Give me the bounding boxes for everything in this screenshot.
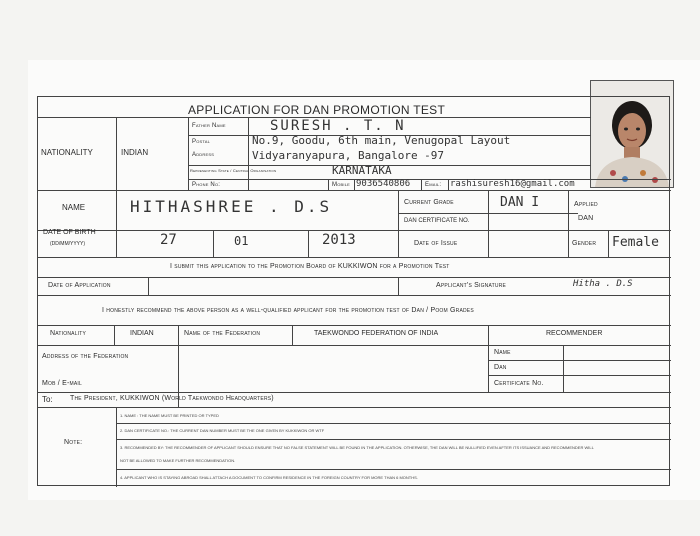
recommender-label: RECOMMENDER [546, 330, 603, 337]
applied-label: Applied [574, 201, 598, 208]
dob-month: 01 [234, 234, 249, 248]
mobile-value: 9036540806 [356, 179, 411, 189]
postal-label: Postal [192, 139, 211, 145]
address-line1: No.9, Goodu, 6th main, Venugopal Layout [252, 134, 511, 147]
address-label: Address [192, 152, 215, 158]
nationality2-value: INDIAN [130, 330, 154, 337]
current-grade-value: DAN I [500, 195, 540, 210]
gender-label: Gender [572, 240, 597, 247]
name-federation-label: Name of the Federation [184, 330, 261, 337]
submit-statement: I submit this application to the Promotion Board of KUKKIWON for a Promotion Test [170, 263, 450, 270]
address-line2: Vidyaranyapura, Bangalore -97 [252, 149, 445, 162]
applicant-signature-label: Applicant's Signature [436, 282, 507, 289]
mobile-label: Mobile [332, 182, 350, 188]
gender-value: Female [612, 235, 659, 250]
note-3-cont: NOT BE ALLOWED TO MAKE FURTHER RECOMMENDATION. [120, 458, 236, 463]
signature-value: Hitha . D.S [573, 279, 633, 289]
current-grade-label: Current Grade [404, 199, 454, 206]
phone-label: Phone No: [192, 182, 221, 188]
note-3: 3. RECOMMENDED BY: THE RECOMMENDER OF APPLICANT SHOULD ENSURE THAT NO FALSE STATEMENT WILL BE FOUND IN THE APPLICATION. OTHERWISE, THE DAN WILL BE NULLIFIED EVEN AFTER ITS ISSUANCE AND RECOMMENDER WILL [120, 445, 594, 450]
state-value: KARNATAKA [332, 164, 392, 177]
recommend-statement: I honestly recommend the above person as a well-qualified applicant for the promotion test of Dan / Poom Grades [102, 307, 474, 314]
email-value: rashisuresh16@gmail.com [450, 179, 575, 189]
applied-dan-label: DAN [578, 215, 594, 222]
address-federation-label: Address of the Federation [42, 353, 129, 360]
date-application-label: Date of Application [48, 282, 111, 289]
father-name-label: Father Name [192, 123, 226, 129]
name-label: NAME [62, 203, 86, 212]
rec-name-label: Name [494, 349, 511, 356]
rec-dan-label: Dan [494, 364, 507, 371]
application-form [37, 96, 670, 486]
dan-cert-label: DAN CERTIFICATE NO. [404, 218, 470, 224]
mob-email-label: Mob / E-mail [42, 380, 82, 387]
note-2: 2. DAN CERTIFICATE NO.: THE CURRENT DAN NUMBER MUST BE THE ONE GIVEN BY KUKKIWON OR WTF [120, 428, 325, 433]
nationality-value: INDIAN [121, 148, 149, 157]
email-label: Email: [425, 182, 442, 188]
dob-day: 27 [160, 232, 177, 248]
dob-format: (DD/MM/YYYY) [50, 241, 85, 247]
note-4: 4. APPLICANT WHO IS STAYING ABROAD SHALL ATTACH A DOCUMENT TO CONFIRM RESIDENCE IN THE FOREIGN COUNTRY FOR MORE THAN 6 MONTHS. [120, 475, 418, 480]
dob-label: DATE OF BIRTH [43, 229, 96, 236]
nationality2-label: Nationality [50, 330, 87, 337]
note-label: Note: [64, 439, 83, 446]
to-label: To: [42, 395, 53, 404]
federation-value: TAEKWONDO FEDERATION OF INDIA [314, 330, 439, 337]
form-title: APPLICATION FOR DAN PROMOTION TEST [188, 103, 446, 117]
rep-state-label: Representing State / Central Organisation [190, 168, 277, 173]
dob-year: 2013 [322, 232, 356, 248]
note-1: 1. NAME : THE NAME MUST BE PRINTED OR TYPED [120, 413, 219, 418]
date-issue-label: Date of Issue [414, 240, 458, 247]
to-value: The President, KUKKIWON (World Taekwondo Headquarters) [70, 395, 274, 402]
name-value: HITHASHREE . D.S [130, 197, 333, 216]
nationality-label: NATIONALITY [41, 148, 93, 157]
father-name-value: SURESH . T. N [270, 118, 406, 134]
cert-no-label: Certificate No. [494, 380, 544, 387]
